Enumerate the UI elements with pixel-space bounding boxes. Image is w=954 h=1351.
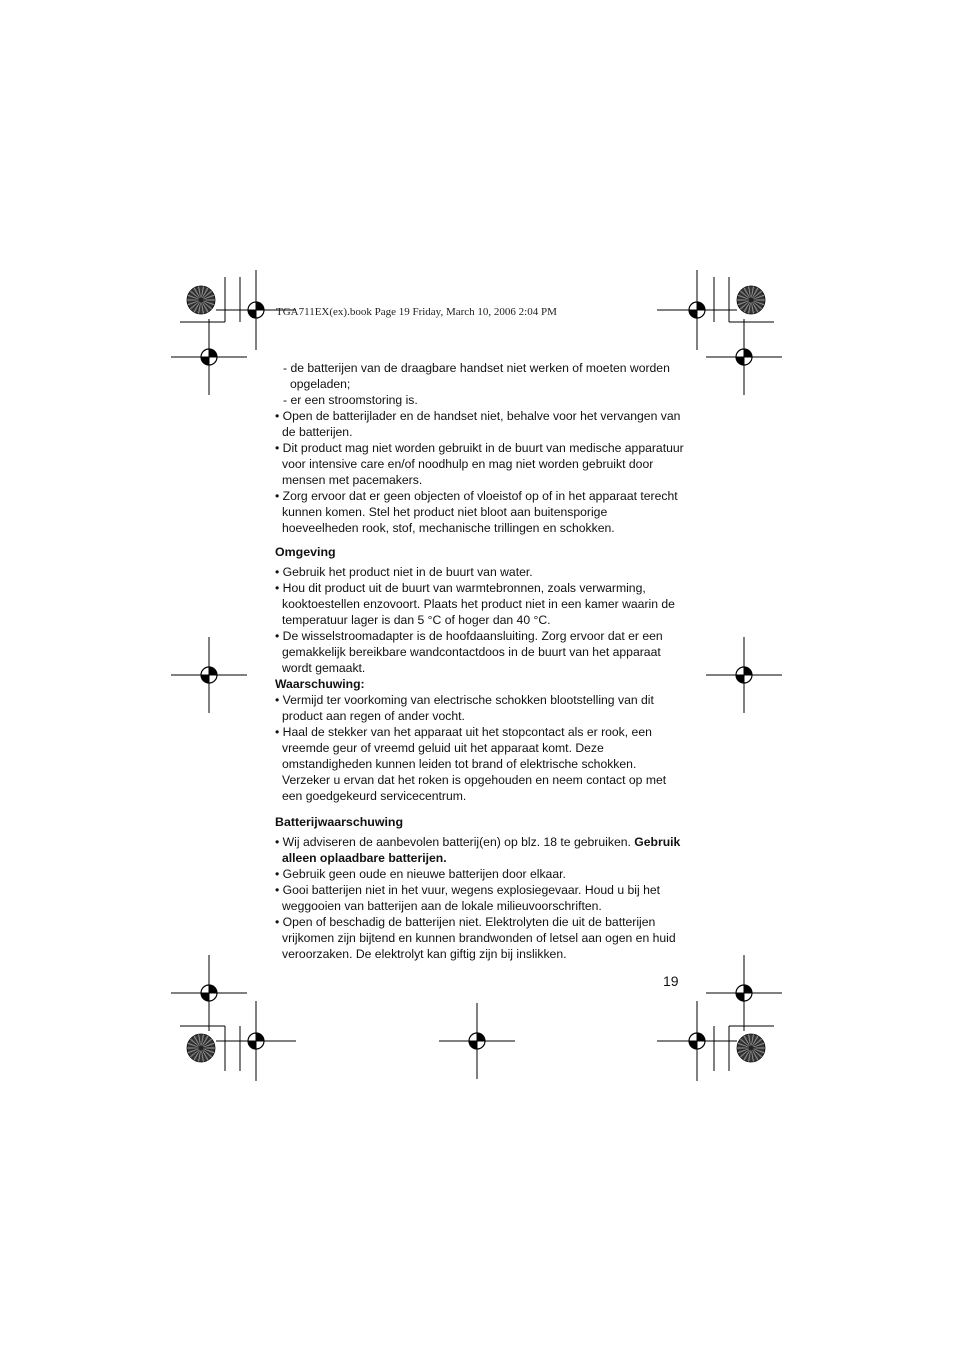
bullet-item: • Open of beschadig de batterijen niet. Elektrolyten die uit de batterijen vrijkomen zijn bijtend en kunnen brandwonden of letsel aan ogen en huid veroorzaken. De elektrolyt kan giftig zijn bij inslikken. (275, 915, 676, 961)
page-number: 19 (663, 973, 679, 989)
bullet-item: • Hou dit product uit de buurt van warmtebronnen, zoals verwarming, kooktoestellen enzovoort. Plaats het product niet in een kamer waarin de temperatuur lager is dan 5 °C of hoger dan 40 °C. (275, 581, 675, 627)
bullet-item: • De wisselstroomadapter is de hoofdaansluiting. Zorg ervoor dat er een gemakkelijk bereikbare wandcontactdoos in de buurt van het apparaat wordt gemaakt. (275, 629, 663, 675)
section-heading-batterij: Batterijwaarschuwing (275, 815, 404, 829)
bullet-item: • Gooi batterijen niet in het vuur, wegens explosiegevaar. Houd u bij het weggooien van batterijen aan de lokale milieuvoorschriften. (275, 883, 661, 913)
bullet-item (275, 834, 685, 866)
bullet-item: • Haal de stekker van het apparaat uit het stopcontact als er rook, een vreemde geur of vreemd geluid uit het apparaat komt. Deze omstandigheden kunnen leiden tot brand of elektrische schokken. Verzeker u ervan dat het roken is opgehouden en neem contact op met een goedgekeurd servicecentrum. (275, 725, 667, 803)
bullet-text: • Wij adviseren de aanbevolen batterij(en) op blz. 18 te gebruiken. (275, 835, 635, 849)
section-heading-omgeving: Omgeving (275, 545, 336, 559)
bullet-item: • Vermijd ter voorkoming van electrische schokken blootstelling van dit product aan regen of ander vocht. (275, 693, 654, 723)
bullet-item: • Zorg ervoor dat er geen objecten of vloeistof op of in het apparaat terecht kunnen komen. Stel het product niet bloot aan buitensporige hoeveelheden rook, stof, mechanische trillingen en schokken. (275, 489, 678, 535)
page-content (275, 360, 685, 962)
dash-item: - er een stroomstoring is. (283, 393, 418, 407)
warning-subheading: Waarschuwing: (275, 677, 365, 691)
dash-item: - de batterijen van de draagbare handset niet werken of moeten worden opgeladen; (283, 361, 670, 391)
bullet-bold-text: Gebruik alleen oplaadbare batterijen. (282, 835, 681, 865)
bullet-item: • Dit product mag niet worden gebruikt in de buurt van medische apparatuur voor intensive care en/of noodhulp en mag niet worden gebruikt door mensen met pacemakers. (275, 441, 684, 487)
print-header: TGA711EX(ex).book Page 19 Friday, March 10, 2006 2:04 PM (276, 306, 557, 318)
bullet-item: • Gebruik het product niet in de buurt van water. (275, 565, 533, 579)
bullet-item: • Gebruik geen oude en nieuwe batterijen door elkaar. (275, 867, 566, 881)
bullet-item: • Open de batterijlader en de handset niet, behalve voor het vervangen van de batterijen. (275, 409, 681, 439)
